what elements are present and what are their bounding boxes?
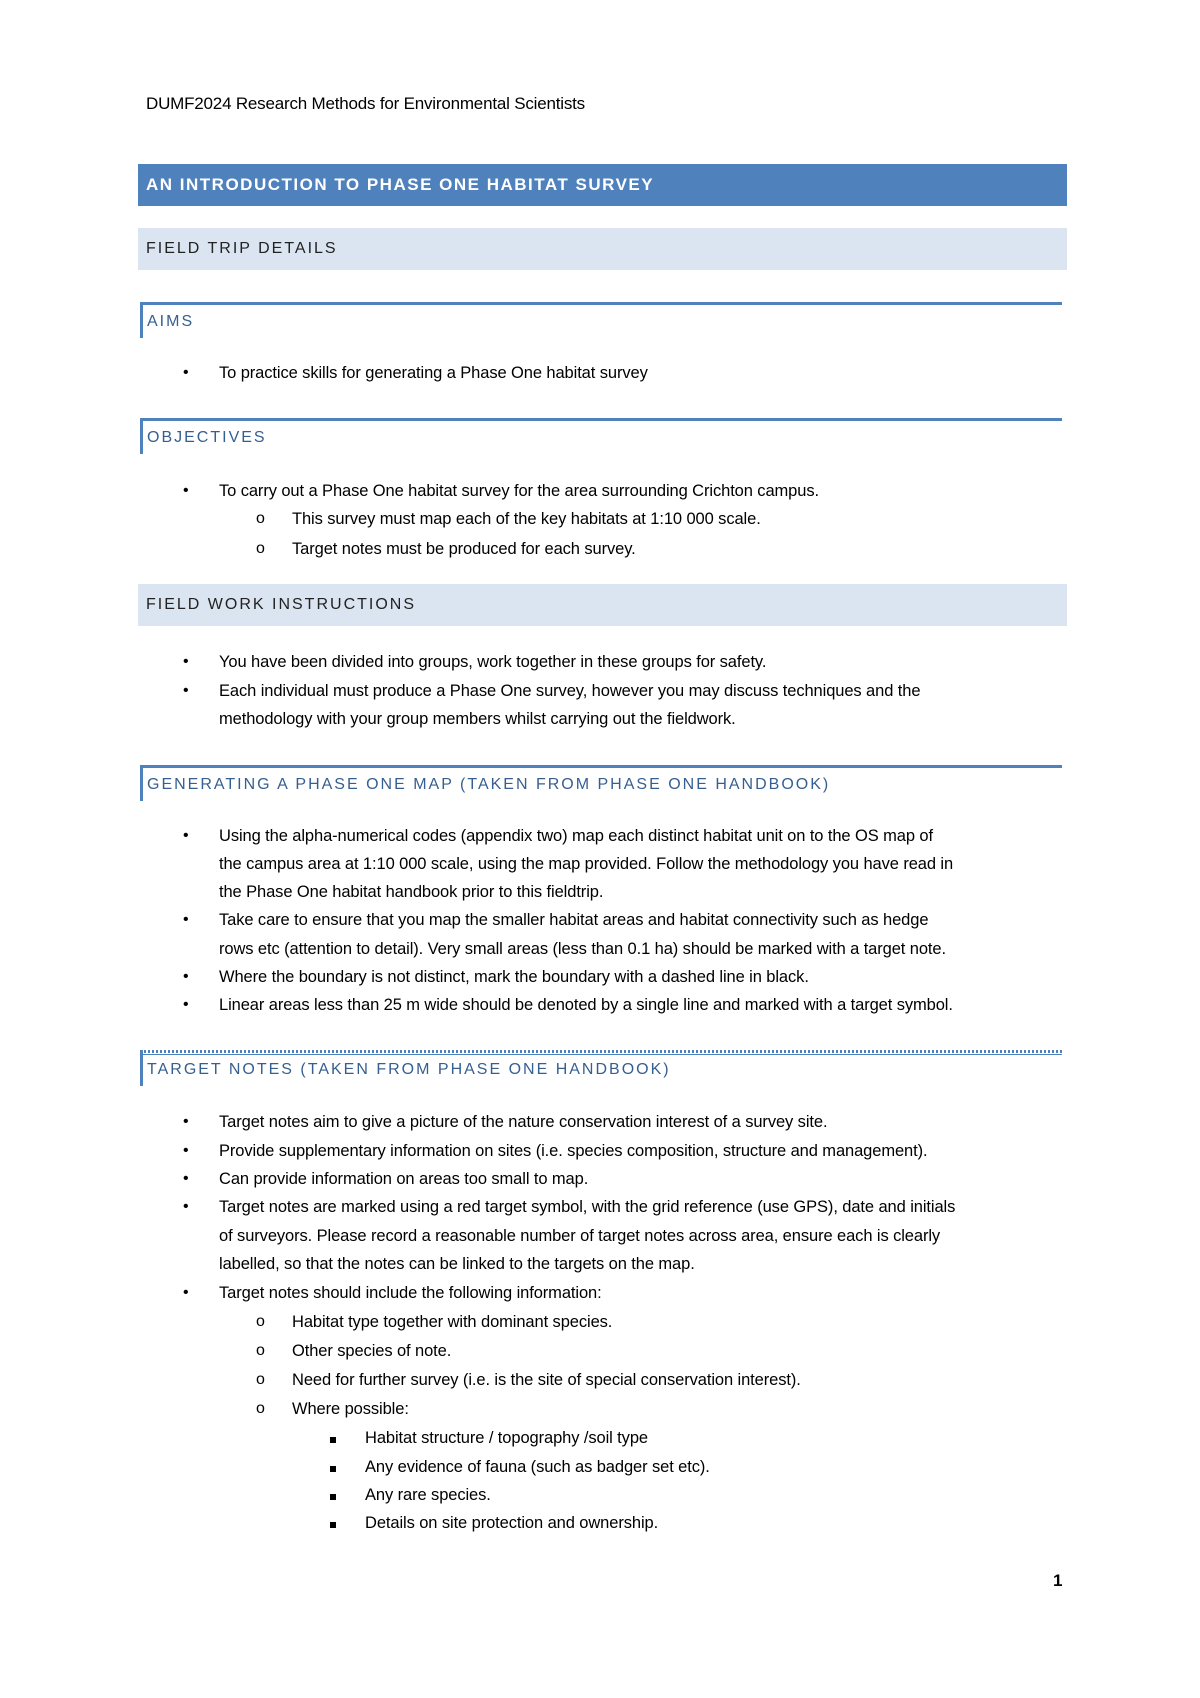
objectives-item: To carry out a Phase One habitat survey for the area surrounding Crichton campus. bbox=[219, 482, 819, 500]
bullet: • bbox=[183, 482, 189, 499]
target-notes-subsub-item: Any evidence of fauna (such as badger set etc). bbox=[365, 1458, 710, 1476]
target-notes-sub-item: Where possible: bbox=[292, 1400, 409, 1418]
generating-item: Where the boundary is not distinct, mark the boundary with a dashed line in black. bbox=[219, 968, 809, 986]
generating-item: Take care to ensure that you map the smaller habitat areas and habitat connectivity such as hedge bbox=[219, 911, 929, 929]
target-notes-item-continued: labelled, so that the notes can be linked to the targets on the map. bbox=[219, 1255, 695, 1273]
target-notes-item-continued: of surveyors. Please record a reasonable number of target notes across area, ensure each is clearly bbox=[219, 1227, 941, 1245]
target-notes-heading: TARGET NOTES (TAKEN FROM PHASE ONE HANDBOOK) bbox=[147, 1061, 671, 1078]
field-work-item: You have been divided into groups, work together in these groups for safety. bbox=[219, 653, 767, 671]
objectives-sub-item: Target notes must be produced for each survey. bbox=[292, 540, 636, 558]
heading-rule-side bbox=[140, 418, 143, 454]
aims-heading-block bbox=[140, 302, 1062, 338]
target-notes-subsub-item: Habitat structure / topography /soil type bbox=[365, 1429, 648, 1447]
target-notes-heading-block bbox=[140, 1050, 1062, 1086]
target-notes-item: Can provide information on areas too small to map. bbox=[219, 1170, 589, 1188]
bullet: • bbox=[183, 968, 189, 985]
square-bullet-icon bbox=[330, 1522, 336, 1528]
heading-rule-side bbox=[140, 765, 143, 801]
target-notes-item: Target notes aim to give a picture of the nature conservation interest of a survey site. bbox=[219, 1113, 828, 1131]
target-notes-sub-item: Other species of note. bbox=[292, 1342, 452, 1360]
square-bullet-icon bbox=[330, 1437, 336, 1443]
objectives-heading: OBJECTIVES bbox=[147, 429, 267, 446]
bullet: • bbox=[183, 996, 189, 1013]
sub-bullet: o bbox=[256, 510, 265, 527]
generating-item-continued: the Phase One habitat handbook prior to this fieldtrip. bbox=[219, 883, 604, 901]
target-notes-sub-item: Need for further survey (i.e. is the site of special conservation interest). bbox=[292, 1371, 801, 1389]
bullet: • bbox=[183, 827, 189, 844]
target-notes-subsub-item: Details on site protection and ownership. bbox=[365, 1514, 659, 1532]
generating-item: Using the alpha-numerical codes (appendix two) map each distinct habitat unit on to the OS map of bbox=[219, 827, 933, 845]
heading-rule bbox=[140, 302, 1062, 305]
bullet: • bbox=[183, 653, 189, 670]
bullet: • bbox=[183, 1113, 189, 1130]
bullet: • bbox=[183, 911, 189, 928]
objectives-heading-block bbox=[140, 418, 1062, 454]
generating-item-continued: rows etc (attention to detail). Very small areas (less than 0.1 ha) should be marked with a target note. bbox=[219, 940, 946, 958]
sub-bullet: o bbox=[256, 540, 265, 557]
generating-heading-block bbox=[140, 765, 1062, 801]
generating-item: Linear areas less than 25 m wide should be denoted by a single line and marked with a target symbol. bbox=[219, 996, 953, 1014]
bullet: • bbox=[183, 364, 189, 381]
page-number: 1 bbox=[1053, 1571, 1063, 1590]
target-notes-item: Target notes are marked using a red target symbol, with the grid reference (use GPS), date and initials bbox=[219, 1198, 956, 1216]
aims-heading: AIMS bbox=[147, 313, 195, 330]
bullet: • bbox=[183, 1142, 189, 1159]
sub-bullet: o bbox=[256, 1313, 265, 1330]
square-bullet-icon bbox=[330, 1466, 336, 1472]
running-header: DUMF2024 Research Methods for Environmental Scientists bbox=[146, 94, 585, 113]
field-trip-details-heading: FIELD TRIP DETAILS bbox=[138, 228, 1067, 270]
sub-bullet: o bbox=[256, 1371, 265, 1388]
heading-rule-underline bbox=[140, 1054, 1062, 1055]
target-notes-item: Target notes should include the following information: bbox=[219, 1284, 602, 1302]
bullet: • bbox=[183, 682, 189, 699]
page-title: AN INTRODUCTION TO PHASE ONE HABITAT SURVEY bbox=[138, 164, 1067, 206]
heading-rule-side bbox=[140, 1050, 143, 1086]
heading-rule bbox=[140, 765, 1062, 768]
heading-rule-side bbox=[140, 302, 143, 338]
generating-item-continued: the campus area at 1:10 000 scale, using the map provided. Follow the methodology you have read in bbox=[219, 855, 954, 873]
sub-bullet: o bbox=[256, 1342, 265, 1359]
field-work-heading: FIELD WORK INSTRUCTIONS bbox=[138, 584, 1067, 626]
field-work-item-continued: methodology with your group members whilst carrying out the fieldwork. bbox=[219, 710, 736, 728]
target-notes-subsub-item: Any rare species. bbox=[365, 1486, 491, 1504]
target-notes-item: Provide supplementary information on sites (i.e. species composition, structure and management). bbox=[219, 1142, 928, 1160]
generating-heading: GENERATING A PHASE ONE MAP (TAKEN FROM PHASE ONE HANDBOOK) bbox=[147, 776, 831, 793]
bullet: • bbox=[183, 1284, 189, 1301]
sub-bullet: o bbox=[256, 1400, 265, 1417]
objectives-sub-item: This survey must map each of the key habitats at 1:10 000 scale. bbox=[292, 510, 761, 528]
target-notes-sub-item: Habitat type together with dominant species. bbox=[292, 1313, 613, 1331]
heading-rule bbox=[140, 1050, 1062, 1053]
heading-rule bbox=[140, 418, 1062, 421]
bullet: • bbox=[183, 1170, 189, 1187]
aims-item: To practice skills for generating a Phase One habitat survey bbox=[219, 364, 648, 382]
bullet: • bbox=[183, 1198, 189, 1215]
square-bullet-icon bbox=[330, 1494, 336, 1500]
field-work-item: Each individual must produce a Phase One survey, however you may discuss techniques and the bbox=[219, 682, 921, 700]
